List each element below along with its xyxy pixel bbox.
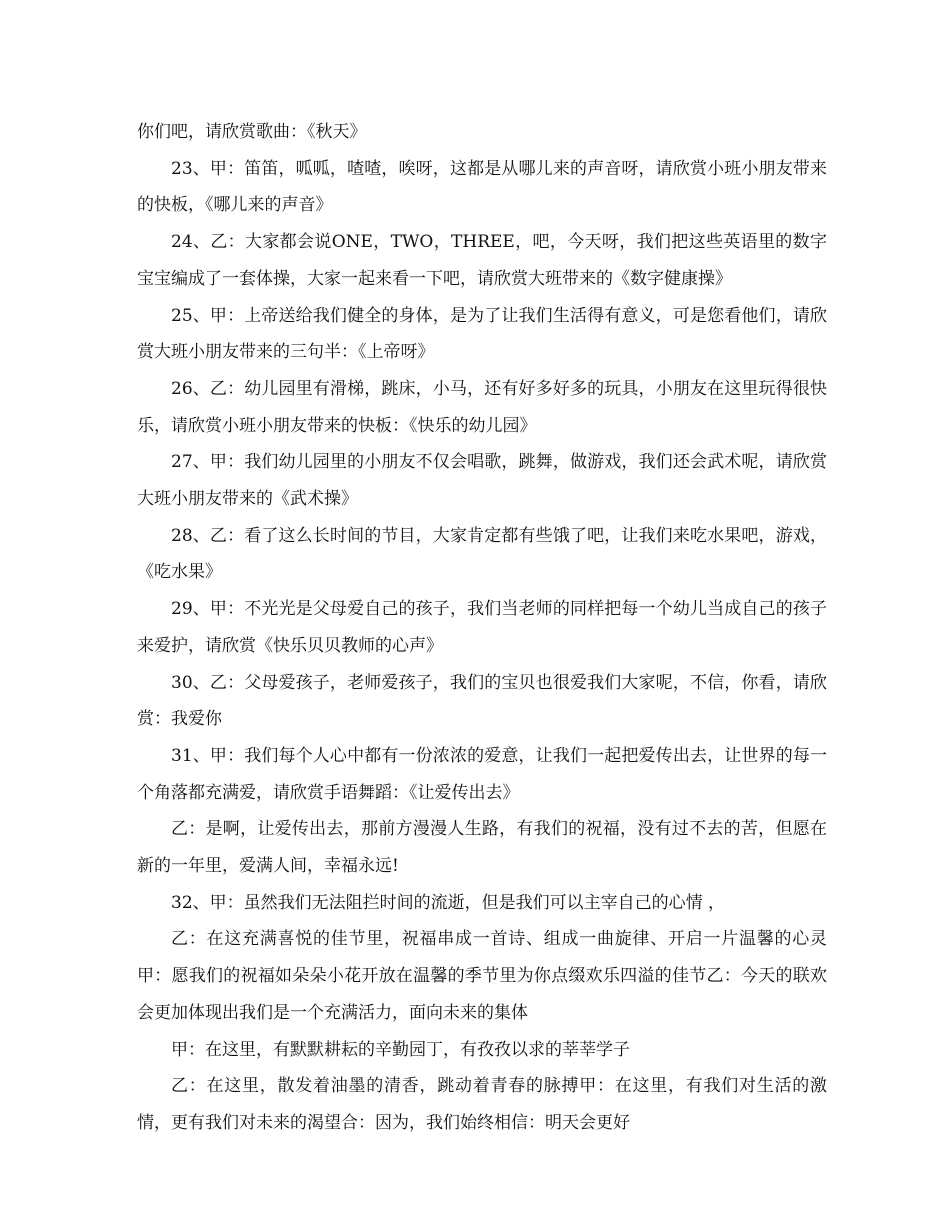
- paragraph: 30、乙：父母爱孩子，老师爱孩子，我们的宝贝也很爱我们大家呢，不信，你看，请欣赏：我爱你: [137, 672, 827, 730]
- paragraph: 23、甲：笛笛，呱呱，喳喳，唉呀，这都是从哪儿来的声音呀，请欣赏小班小朋友带来的快板，《哪儿来的声音》: [137, 158, 827, 216]
- paragraph: 乙：在这里，散发着油墨的清香，跳动着青春的脉搏甲：在这里，有我们对生活的激情，更有我们对未来的渴望合：因为，我们始终相信：明天会更好: [137, 1076, 827, 1133]
- paragraph: 24、乙：大家都会说ONE，TWO，THREE，吧，今天呀，我们把这些英语里的数字宝宝编成了一套体操，大家一起来看一下吧，请欣赏大班带来的《数字健康操》: [137, 232, 827, 289]
- paragraph: 甲：在这里，有默默耕耘的辛勤园丁，有孜孜以求的莘莘学子: [171, 1039, 630, 1060]
- paragraph: 28、乙：看了这么长时间的节目，大家肯定都有些饿了吧，让我们来吃水果吧，游戏，《吃水果》: [137, 525, 827, 583]
- paragraph: 你们吧，请欣赏歌曲：《秋天》: [137, 122, 367, 142]
- paragraph: 32、甲：虽然我们无法阻拦时间的流逝，但是我们可以主宰自己的心情 ，: [171, 892, 726, 913]
- paragraph: 乙：在这充满喜悦的佳节里，祝福串成一首诗、组成一曲旋律、开启一片温馨的心灵甲：愿我们的祝福如朵朵小花开放在温馨的季节里为你点缀欢乐四溢的佳节乙：今天的联欢会更加体现出我们是一个充满活力，面向未来的集体: [137, 929, 827, 1023]
- paragraph: 31、甲：我们每个人心中都有一份浓浓的爱意，让我们一起把爱传出去，让世界的每一个角落都充满爱，请欣赏手语舞蹈：《让爱传出去》: [137, 745, 827, 803]
- document-body: [137, 114, 827, 1142]
- paragraph: 29、甲：不光光是父母爱自己的孩子，我们当老师的同样把每一个幼儿当成自己的孩子来爱护，请欣赏《快乐贝贝教师的心声》: [137, 599, 827, 656]
- paragraph: 乙：是啊，让爱传出去，那前方漫漫人生路，有我们的祝福，没有过不去的苦，但愿在新的一年里，爱满人间，幸福永远!: [137, 819, 827, 877]
- paragraph: 25、甲：上帝送给我们健全的身体，是为了让我们生活得有意义，可是您看他们，请欣赏大班小朋友带来的三句半：《上帝呀》: [137, 305, 827, 363]
- paragraph: 27、甲：我们幼儿园里的小朋友不仅会唱歌，跳舞，做游戏，我们还会武术呢，请欣赏大班小朋友带来的《武术操》: [137, 452, 827, 510]
- paragraph: 26、乙：幼儿园里有滑梯，跳床，小马，还有好多好多的玩具，小朋友在这里玩得很快乐，请欣赏小班小朋友带来的快板：《快乐的幼儿园》: [137, 378, 827, 436]
